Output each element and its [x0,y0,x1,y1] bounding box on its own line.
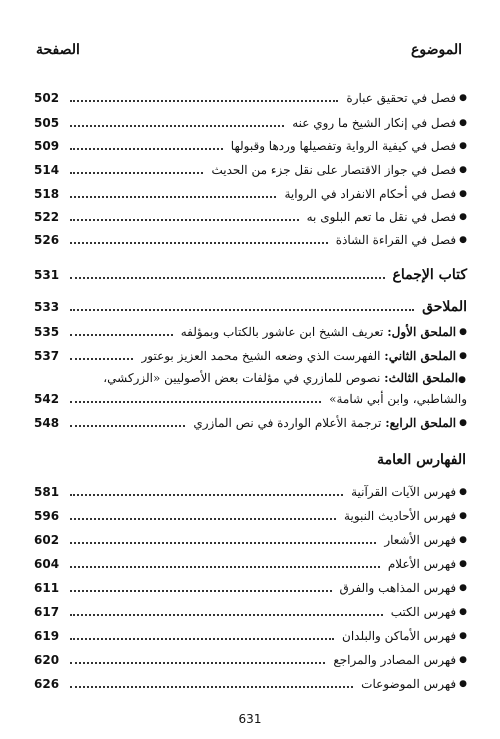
page-number: 631 [238,712,262,726]
entry-page: 537 [34,349,60,363]
entry-page: 505 [34,116,60,130]
entry-title: فصل في إنكار الشيخ ما روي عنه [292,116,457,130]
bullet-icon: ● [459,583,467,593]
topic-column-header: الموضوع [411,42,462,58]
leader-dots [70,309,414,311]
bullet-icon: ● [459,118,467,128]
leader-dots [70,542,376,544]
entry-title: الملحق الثاني: الفهرست الذي وضعه الشيخ محمد العزيز بوعتور [141,349,457,363]
entry-title: فهرس الأماكن والبلدان [342,629,457,643]
bullet-icon: ● [459,189,467,199]
bullet-icon: ● [459,351,467,361]
toc-entry[interactable] [34,113,467,133]
toc-entry[interactable] [34,136,467,156]
appendix3-line1: ●الملحق الثالث: نصوص للمازري في مؤلفات بعض الأصوليين «الزركشي، [103,371,466,385]
entry-title: فهرس الموضوعات [361,677,457,691]
leader-dots [70,100,338,102]
entry-title: والشاطبي، وابن أبي شامة» [329,392,467,406]
indexes-heading: الفهارس العامة [377,452,466,468]
bullet-icon: ● [459,631,467,641]
bullet-icon: ● [459,535,467,545]
leader-dots [70,196,276,198]
entry-page: 548 [34,416,60,430]
entry-page: 626 [34,677,60,691]
leader-dots [70,125,284,127]
entry-title: فهرس الكتب [390,605,457,619]
entry-page: 514 [34,163,60,177]
bullet-icon: ● [459,418,467,428]
entry-page: 518 [34,187,60,201]
page-column-header: الصفحة [36,42,80,58]
entry-title: الملحق الأول: تعريف الشيخ ابن عاشور بالكتاب وبمؤلفه [180,325,457,339]
entry-page: 617 [34,605,60,619]
entry-page: 620 [34,653,60,667]
entry-page: 596 [34,509,60,523]
entry-title: فهرس المصادر والمراجع [333,653,457,667]
leader-dots [70,425,185,427]
appendices-page: 533 [34,300,60,314]
bullet-icon: ● [459,607,467,617]
toc-entry[interactable] [34,207,467,227]
entry-title: فهرس الأعلام [387,557,457,571]
entry-title: الملحق الرابع: ترجمة الأعلام الواردة في نص المازري [193,416,457,430]
toc-entry[interactable] [34,554,467,574]
toc-entry[interactable] [34,602,467,622]
entry-page: 535 [34,325,60,339]
leader-dots [70,662,325,664]
bullet-icon: ● [459,511,467,521]
bullet-icon: ● [459,212,467,222]
entry-page: 526 [34,233,60,247]
entry-page: 611 [34,581,60,595]
entry-page: 522 [34,210,60,224]
entry-title: فصل في جواز الاقتصار على نقل جزء من الحديث [211,163,457,177]
toc-entry[interactable] [34,506,467,526]
toc-entry[interactable] [34,530,467,550]
leader-dots [70,686,353,688]
entry-title: فصل في نقل ما تعم البلوى به [306,210,457,224]
toc-entry[interactable] [34,674,467,694]
entry-page: 619 [34,629,60,643]
toc-entry[interactable] [34,482,467,502]
leader-dots [70,401,321,403]
toc-appendices-heading[interactable] [34,296,467,318]
leader-dots [70,638,334,640]
toc-book-heading[interactable] [34,264,467,286]
leader-dots [70,219,299,221]
bullet-icon: ● [459,327,467,337]
toc-entry[interactable] [34,322,467,342]
toc-entry[interactable] [34,88,467,108]
leader-dots [70,358,133,360]
entry-page: 542 [34,392,60,406]
entry-page: 502 [34,91,60,105]
leader-dots [70,334,173,336]
entry-page: 581 [34,485,60,499]
bullet-icon: ● [459,679,467,689]
entry-title: فصل في كيفية الرواية وتفصيلها وردها وقبولها [230,139,457,153]
toc-entry[interactable] [34,184,467,204]
book-title: كتاب الإجماع [392,267,467,283]
toc-entry[interactable] [34,413,467,433]
entry-page: 604 [34,557,60,571]
entry-title: فصل في القراءة الشاذة [335,233,457,247]
bullet-icon: ● [459,487,467,497]
leader-dots [70,566,380,568]
leader-dots [70,518,336,520]
toc-entry[interactable] [34,389,467,409]
entry-title: فهرس المذاهب والفرق [339,581,457,595]
entry-title: فهرس الأحاديث النبوية [344,509,457,523]
entry-title: فهرس الأشعار [384,533,457,547]
entry-title: فهرس الآيات القرآنية [351,485,457,499]
bullet-icon: ● [459,141,467,151]
toc-entry[interactable] [34,230,467,250]
leader-dots [70,172,203,174]
entry-title: فصل في أحكام الانفراد في الرواية [284,187,457,201]
leader-dots [70,614,383,616]
bullet-icon: ● [459,93,467,103]
book-page: 531 [34,268,60,282]
leader-dots [70,148,223,150]
bullet-icon: ● [459,235,467,245]
bullet-icon: ● [459,655,467,665]
leader-dots [70,590,332,592]
bullet-icon: ● [458,375,466,385]
toc-entry[interactable] [34,626,467,646]
appendices-title: الملاحق [422,299,467,315]
toc-entry[interactable] [34,160,467,180]
entry-page: 602 [34,533,60,547]
toc-entry[interactable] [34,578,467,598]
entry-page: 509 [34,139,60,153]
leader-dots [70,277,385,279]
bullet-icon: ● [459,165,467,175]
toc-entry[interactable] [34,650,467,670]
leader-dots [70,494,343,496]
leader-dots [70,242,328,244]
bullet-icon: ● [459,559,467,569]
toc-entry[interactable] [34,346,467,366]
entry-title: فصل في تحقيق عبارة [346,91,457,105]
